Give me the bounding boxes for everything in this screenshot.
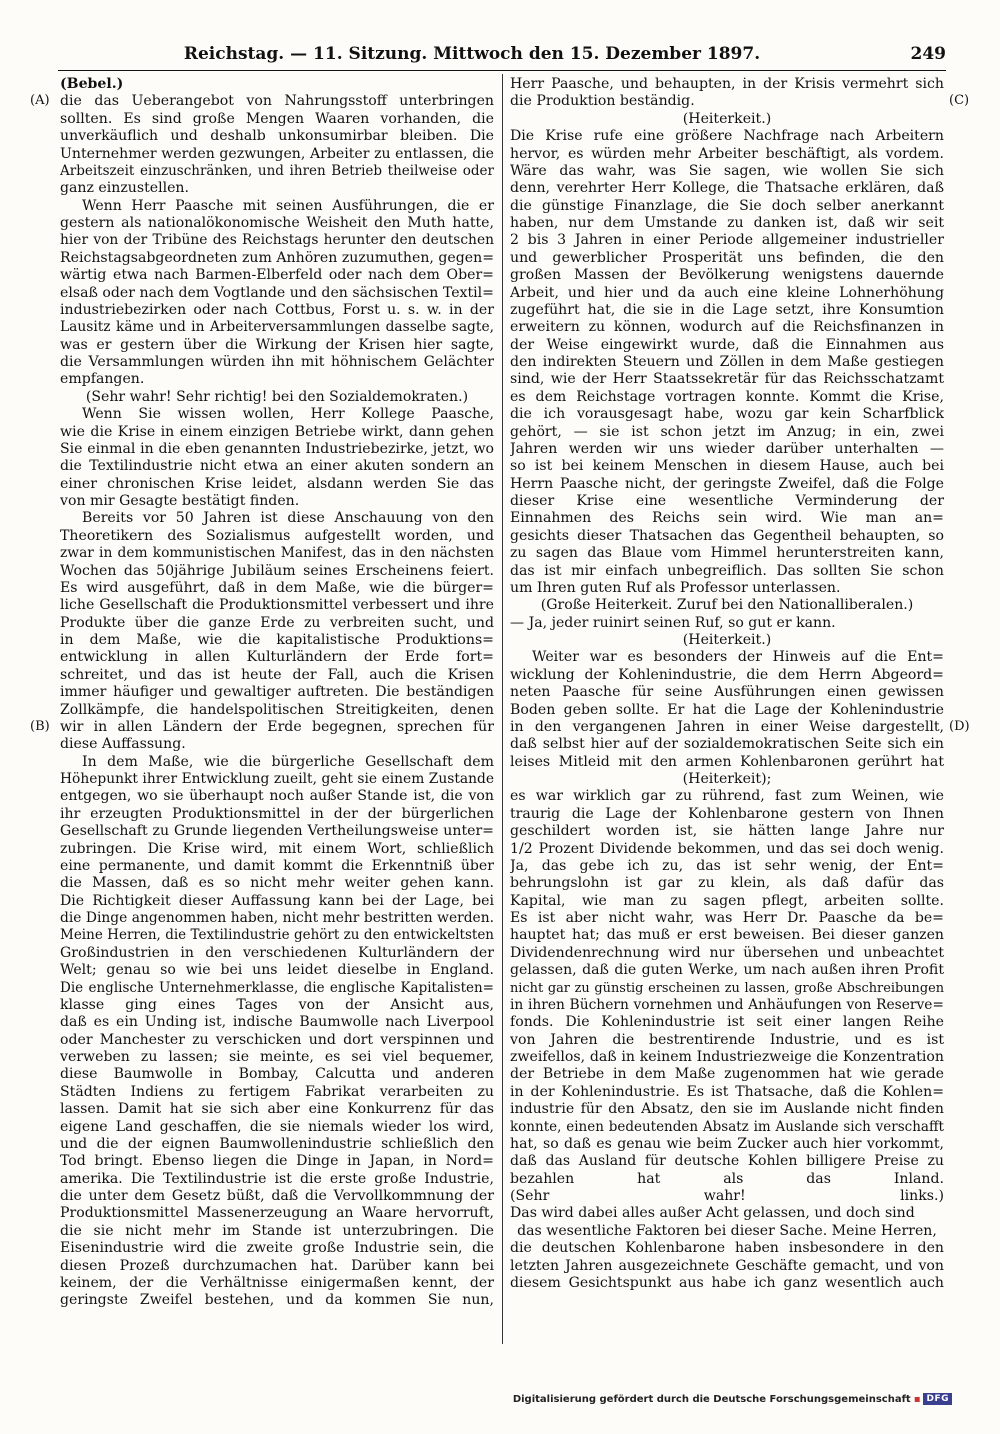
text-line: ihr erzeugten Produktionsmittel in der der bürgerlichen	[60, 805, 494, 822]
text-line: industriebezirken oder nach Cottbus, Forst u. s. w. in der	[60, 301, 494, 318]
text-line: in dem Maße, wie die kapitalistische Produktions=	[60, 632, 494, 648]
text-line: Die Richtigkeit dieser Auffassung kann bei der Lage, bei	[60, 892, 494, 909]
text-line: (Sehr wahr! Sehr richtig! bei den Sozialdemokraten.)	[85, 388, 469, 405]
text-line: konnte, einen bedeutenden Absatz im Auslande sich verschafft	[510, 1118, 944, 1135]
text-line: diese Auffassung.	[60, 736, 186, 753]
text-line: wie die Krise in einem einzigen Betriebe wirkt, dann gehen	[60, 423, 494, 440]
text-line: zugeführt hat, die sie in die Lage setzt, ihre Konsumtion	[510, 301, 944, 318]
text-line: Sie einmal in die eben genannten Industriebezirke, jetzt, wo	[60, 440, 494, 457]
text-line: Produktionsmittel Massenerzeugung an Waare hervorruft,	[60, 1205, 494, 1222]
text-line: es dem Reichstage vortragen konnte. Kommt die Krise,	[510, 388, 944, 405]
text-line: von Jahren die bestrentirende Industrie, und es ist	[510, 1031, 944, 1048]
text-line: Arbeitszeit einzuschränken, und ihren Betrieb theilweise oder	[60, 162, 494, 179]
text-line: Jahren werden wir uns wieder darüber unterhalten —	[510, 440, 944, 457]
text-line: industrie für den Absatz, den sie im Auslande nicht finden	[510, 1101, 944, 1118]
text-line: daß selbst hier auf der sozialdemokratischen Seite sich ein	[510, 736, 944, 753]
text-line: was er gestern über die Wirkung der Krisen hier sagte,	[60, 336, 494, 353]
text-line: (Große Heiterkeit. Zuruf bei den Nationalliberalen.)	[540, 597, 914, 614]
text-line: geschildert worden ist, sie hätten lange Jahre nur	[510, 823, 944, 840]
text-line: oder Manchester zu verschicken und dort verspinnen und	[60, 1031, 494, 1048]
text-line: gelassen, daß die guten Werke, um nach außen ihren Profit	[510, 962, 944, 979]
text-line: keinem, der die Verhältnisse einigermaßen kennt, der	[60, 1274, 494, 1291]
text-line: fonds. Die Kohlenindustrie ist seit einer langen Reihe	[510, 1014, 944, 1031]
text-line: hervor, es würden mehr Arbeiter beschäftigt, als vordem.	[510, 145, 944, 162]
text-line: bezahlen hat als das Inland.	[510, 1170, 944, 1187]
right-text-column	[510, 76, 944, 1292]
text-line: Wenn Sie wissen wollen, Herr Kollege Paasche,	[82, 406, 494, 423]
text-line: klasse ging eines Tages von der Ansicht aus,	[60, 996, 494, 1013]
text-line: Die Krise rufe eine größere Nachfrage nach Arbeitern	[510, 128, 944, 145]
text-line: Welt; genau so wie bei uns leidet dieselbe in England.	[60, 962, 494, 979]
text-line: diesem Gesichtspunkt aus habe ich ganz wesentlich auch	[510, 1274, 944, 1291]
text-line: Arbeit, und hier und da auch eine kleine Lohnerhöhung	[510, 284, 944, 301]
text-line: Großindustrien in den verschiedenen Kulturländern der	[60, 944, 494, 961]
text-line: entwicklung in allen Kulturländern der Erde fort=	[60, 649, 494, 666]
text-line: daß das Ausland für deutsche Kohlen billigere Preise zu	[510, 1153, 944, 1170]
text-line: schreitet, und das ist heute der Fall, auch die Krisen	[60, 666, 494, 683]
text-line: Höhepunkt ihrer Entwicklung zueilt, geht sie einem Zustande	[60, 771, 494, 787]
digitization-credit: Digitalisierung gefördert durch die Deutsche Forschungsgemeinschaft ▪ DFG	[513, 1393, 952, 1405]
text-line: eigene Land geschaffen, die sie niemals wieder los wird,	[60, 1118, 494, 1135]
text-line: Gesellschaft zu Grunde liegenden Vertheilungsweise unter=	[60, 823, 494, 840]
text-line: Eisenindustrie wird die zweite große Industrie sein, die	[60, 1240, 494, 1257]
text-line: und die der eignen Baumwollenindustrie schließlich den	[60, 1135, 494, 1152]
text-line: Ja, das gebe ich zu, das ist sehr wenig, der Ent=	[510, 857, 944, 874]
text-line: Meine Herren, die Textilindustrie gehört zu den entwickeltsten	[60, 927, 494, 944]
text-line: hat, so daß es genau wie beim Zucker auch hier vorkommt,	[510, 1135, 944, 1152]
text-line: so ist bei keinem Menschen in diesem Hause, auch bei	[510, 458, 944, 475]
text-line: Zollkämpfe, die handelspolitischen Streitigkeiten, denen	[60, 701, 494, 718]
text-line: gesichts dieser Thatsachen das Gegentheil behaupten, so	[510, 527, 944, 544]
text-line: Theoretikern des Sozialismus aufgestellt worden, und	[60, 527, 494, 544]
text-line: hier von der Tribüne des Reichstags herunter den deutschen	[60, 232, 494, 249]
text-line: eine permanente, und damit kommt die Erkenntniß über	[60, 857, 494, 874]
text-line: dieser Krise eine wesentliche Verminderung der	[510, 493, 944, 509]
text-line: behrungslohn ist gar zu klein, als daß dafür das	[510, 875, 944, 892]
text-line: daß es ein Unding ist, indische Baumwolle nach Liverpool	[60, 1014, 494, 1031]
text-line: der Betriebe in dem Maße zugenommen hat wie gerade	[510, 1066, 944, 1083]
running-title: Reichstag. — 11. Sitzung. Mittwoch den 15. Dezember 1897.	[183, 44, 761, 64]
text-line: erweitern zu können, wodurch auf die Reichsfinanzen in	[510, 319, 944, 336]
text-line: in ihren Büchern vornehmen und Anhäufungen von Reserve=	[510, 996, 944, 1013]
text-line: leises Mitleid mit den armen Kohlenbaronen gerührt hat	[510, 753, 944, 770]
text-line: geringste Zweifel bestehen, und da kommen Sie nun,	[60, 1292, 494, 1309]
text-line: (Heiterkeit);	[682, 771, 772, 787]
text-line: zweifellos, daß in keinem Industriezweige die Konzentration	[510, 1049, 944, 1065]
text-line: die das Ueberangebot von Nahrungsstoff unterbringen	[60, 93, 494, 110]
text-line: verweben zu lassen; sie meinte, es sei viel bequemer,	[60, 1049, 494, 1065]
column-divider	[502, 74, 503, 1344]
text-line: 2 bis 3 Jahren in einer Periode allgemeiner industrieller	[510, 232, 944, 249]
margin-mark-d: (D)	[949, 719, 970, 734]
text-line: die Produktion beständig.	[510, 93, 695, 110]
text-line: wärtig etwa nach Barmen-Elberfeld oder nach dem Ober=	[60, 267, 494, 284]
text-line: letzten Jahren ausgezeichnete Geschäfte gemacht, und von	[510, 1257, 944, 1274]
text-line: Herrn Paasche nicht, der geringste Zweifel, daß die Folge	[510, 475, 944, 492]
text-line: diesen Prozeß durchzumachen hat. Darüber kann bei	[60, 1257, 494, 1274]
text-line: denn, verehrter Herr Kollege, die Thatsache erklären, daß	[510, 180, 944, 197]
text-line: die sie nicht mehr im Stande ist unterzubringen. Die	[60, 1222, 494, 1239]
text-line: zu sagen das Blaue vom Himmel herunterstreiten kann,	[510, 545, 944, 562]
text-line: neten Paasche für seine Ausführungen einen gewissen	[510, 684, 944, 701]
text-line: liche Gesellschaft die Produktionsmittel verbessert und ihre	[60, 597, 494, 614]
text-line: Unternehmer werden gezwungen, Arbeiter zu entlassen, die	[60, 145, 494, 162]
text-line: (Sehr wahr! links.)	[510, 1188, 944, 1204]
text-line: um Ihren guten Ruf als Professor unterlassen.	[510, 579, 841, 596]
margin-mark-c: (C)	[949, 93, 970, 108]
text-line: die Massen, daß es so nicht mehr weiter gehen kann.	[60, 875, 494, 892]
text-line: In dem Maße, wie die bürgerliche Gesellschaft dem	[82, 753, 494, 770]
text-line: wicklung der Kohlenindustrie, die dem Herrn Abgeord=	[510, 666, 944, 683]
text-line: in den vergangenen Jahren in einer Weise dargestellt,	[510, 718, 944, 735]
text-line: Boden geben sollte. Er hat die Lage der Kohlenindustrie	[510, 701, 944, 718]
text-line: großen Massen der Bevölkerung wenigstens dauernde	[510, 267, 944, 284]
text-line: zwar in dem kommunistischen Manifest, das in den nächsten	[60, 545, 494, 562]
text-line: Das wird dabei alles außer Acht gelassen, und doch sind	[510, 1205, 915, 1222]
text-line: das ist mir einfach unbegreiflich. Das sollten Sie schon	[510, 562, 944, 579]
dfg-logo: DFG	[923, 1393, 952, 1405]
text-line: und gewerblicher Prosperität uns befinden, die den	[510, 249, 944, 266]
text-line: die deutschen Kohlenbarone haben insbesondere in den	[510, 1240, 944, 1257]
text-line: elsaß oder nach dem Vogtlande und den sächsischen Textil=	[60, 284, 494, 301]
credit-text: Digitalisierung gefördert durch die Deutsche Forschungsgemeinschaft	[512, 1393, 911, 1405]
text-line: das wesentliche Faktoren bei dieser Sache. Meine Herren,	[517, 1222, 937, 1239]
text-line: Städten Indiens zu fertigem Fabrikat verarbeiten zu	[60, 1083, 494, 1100]
text-line: der Weise eingewirkt wurde, daß die Einnahmen aus	[510, 336, 944, 353]
text-line: sind, wie der Herr Staatssekretär für das Reichsschatzamt	[510, 371, 944, 388]
text-line: wir in allen Ländern der Erde begegnen, sprechen für	[60, 718, 494, 735]
text-line: die günstige Finanzlage, die Sie doch selber anerkannt	[510, 197, 944, 214]
text-line: die Textilindustrie nicht etwa an einer akuten sondern an	[60, 458, 494, 475]
text-line: nicht gar zu günstig erscheinen zu lassen, große Abschreibungen	[510, 980, 944, 996]
text-line: lassen. Damit hat sie sich aber eine Konkurrenz für das	[60, 1101, 494, 1118]
text-line: Herr Paasche, und behaupten, in der Krisis vermehrt sich	[510, 76, 944, 92]
text-line: gestern als nationalökonomische Weisheit den Muth hatte,	[60, 215, 494, 231]
text-line: — Ja, jeder ruinirt seinen Ruf, so gut er kann.	[510, 614, 836, 631]
margin-mark-a: (A)	[30, 93, 50, 108]
text-line: Wäre das wahr, was Sie sagen, wie wollen Sie sich	[510, 162, 944, 179]
text-line: 1/2 Prozent Dividende bekommen, und das sei doch wenig.	[510, 840, 944, 857]
text-line: sollten. Es sind große Mengen Waaren vorhanden, die	[60, 110, 494, 127]
text-line: Einnahmen des Reichs sein wird. Wie man an=	[510, 510, 944, 527]
text-line: diese Baumwolle in Bombay, Calcutta und anderen	[60, 1066, 494, 1083]
page-header	[58, 44, 946, 68]
text-line: zubringen. Die Krise wird, mit einem Wort, schließlich	[60, 840, 494, 857]
text-line: Es ist aber nicht wahr, was Herr Dr. Paasche da be=	[510, 910, 944, 926]
text-line: immer häufiger und gewaltiger auftreten. Die beständigen	[60, 684, 494, 701]
text-line: die Dinge angenommen haben, nicht mehr bestritten werden.	[60, 910, 494, 926]
text-line: entgegen, wo sie überhaupt noch außer Stande ist, die von	[60, 788, 494, 805]
text-line: Weiter war es besonders der Hinweis auf die Ent=	[532, 649, 944, 666]
text-line: unverkäuflich und deshalb unkonsumirbar bleiben. Die	[60, 128, 494, 145]
text-line: Es wird ausgeführt, daß in dem Maße, wie die bürger=	[60, 579, 494, 596]
text-line: ganz einzustellen.	[60, 180, 189, 197]
text-line: Reichstagsabgeordneten zum Anhören zuzumuthen, gegen=	[60, 249, 494, 266]
text-line: gehört, — sie ist schon jetzt im Anzug; in ein, zwei	[510, 423, 944, 440]
text-line: (Heiterkeit.)	[682, 110, 772, 127]
text-line: Produkte über die ganze Erde zu verbreiten sucht, und	[60, 614, 494, 631]
text-line: es war wirklich gar zu rührend, fast zum Weinen, wie	[510, 788, 944, 805]
text-line: empfangen.	[60, 371, 145, 388]
text-line: Wenn Herr Paasche mit seinen Ausführungen, die er	[82, 197, 494, 214]
text-line: (Bebel.)	[60, 76, 124, 92]
text-line: haben, nur dem Umstande zu danken ist, daß wir seit	[510, 215, 944, 231]
text-line: Tod bringt. Ebenso liegen die Dinge in Japan, in Nord=	[60, 1153, 494, 1170]
text-line: Wochen das 50jährige Jubiläum seines Erscheinens feiert.	[60, 562, 494, 579]
text-line: Lausitz käme und in Arbeiterversammlungen dasselbe sagte,	[60, 319, 494, 336]
text-line: die Versammlungen würden ihn mit höhnischem Gelächter	[60, 354, 494, 370]
text-line: von mir Gesagte bestätigt finden.	[60, 493, 300, 509]
text-line: Kapital, wie man zu sagen pflegt, arbeiten sollte.	[510, 892, 944, 909]
text-line: die ich vorausgesagt habe, wozu gar kein Scharfblick	[510, 406, 944, 423]
text-line: hauptet hat; das muß er erst beweisen. Bei dieser ganzen	[510, 927, 944, 944]
text-line: Die englische Unternehmerklasse, die englische Kapitalisten=	[60, 979, 494, 996]
text-line: den indirekten Steuern und Zöllen in dem Maße gestiegen	[510, 354, 944, 370]
text-line: Bereits vor 50 Jahren ist diese Anschauung von den	[82, 510, 494, 527]
text-line: (Heiterkeit.)	[682, 632, 772, 648]
left-text-column	[60, 76, 494, 1310]
text-line: die unter dem Gesetz büßt, daß die Vervollkommnung der	[60, 1188, 494, 1204]
margin-mark-b: (B)	[30, 719, 50, 734]
header-rule	[58, 70, 946, 71]
text-line: einer chronischen Krise leidet, alsdann werden Sie das	[60, 475, 494, 492]
text-line: traurig die Lage der Kohlenbarone gestern von Ihnen	[510, 805, 944, 822]
page-number: 249	[910, 44, 946, 64]
text-line: amerika. Die Textilindustrie ist die erste große Industrie,	[60, 1170, 494, 1187]
text-line: Dividendenrechnung wird nur übersehen und unbeachtet	[510, 944, 944, 961]
text-line: in der Kohlenindustrie. Es ist Thatsache, daß die Kohlen=	[510, 1083, 944, 1100]
